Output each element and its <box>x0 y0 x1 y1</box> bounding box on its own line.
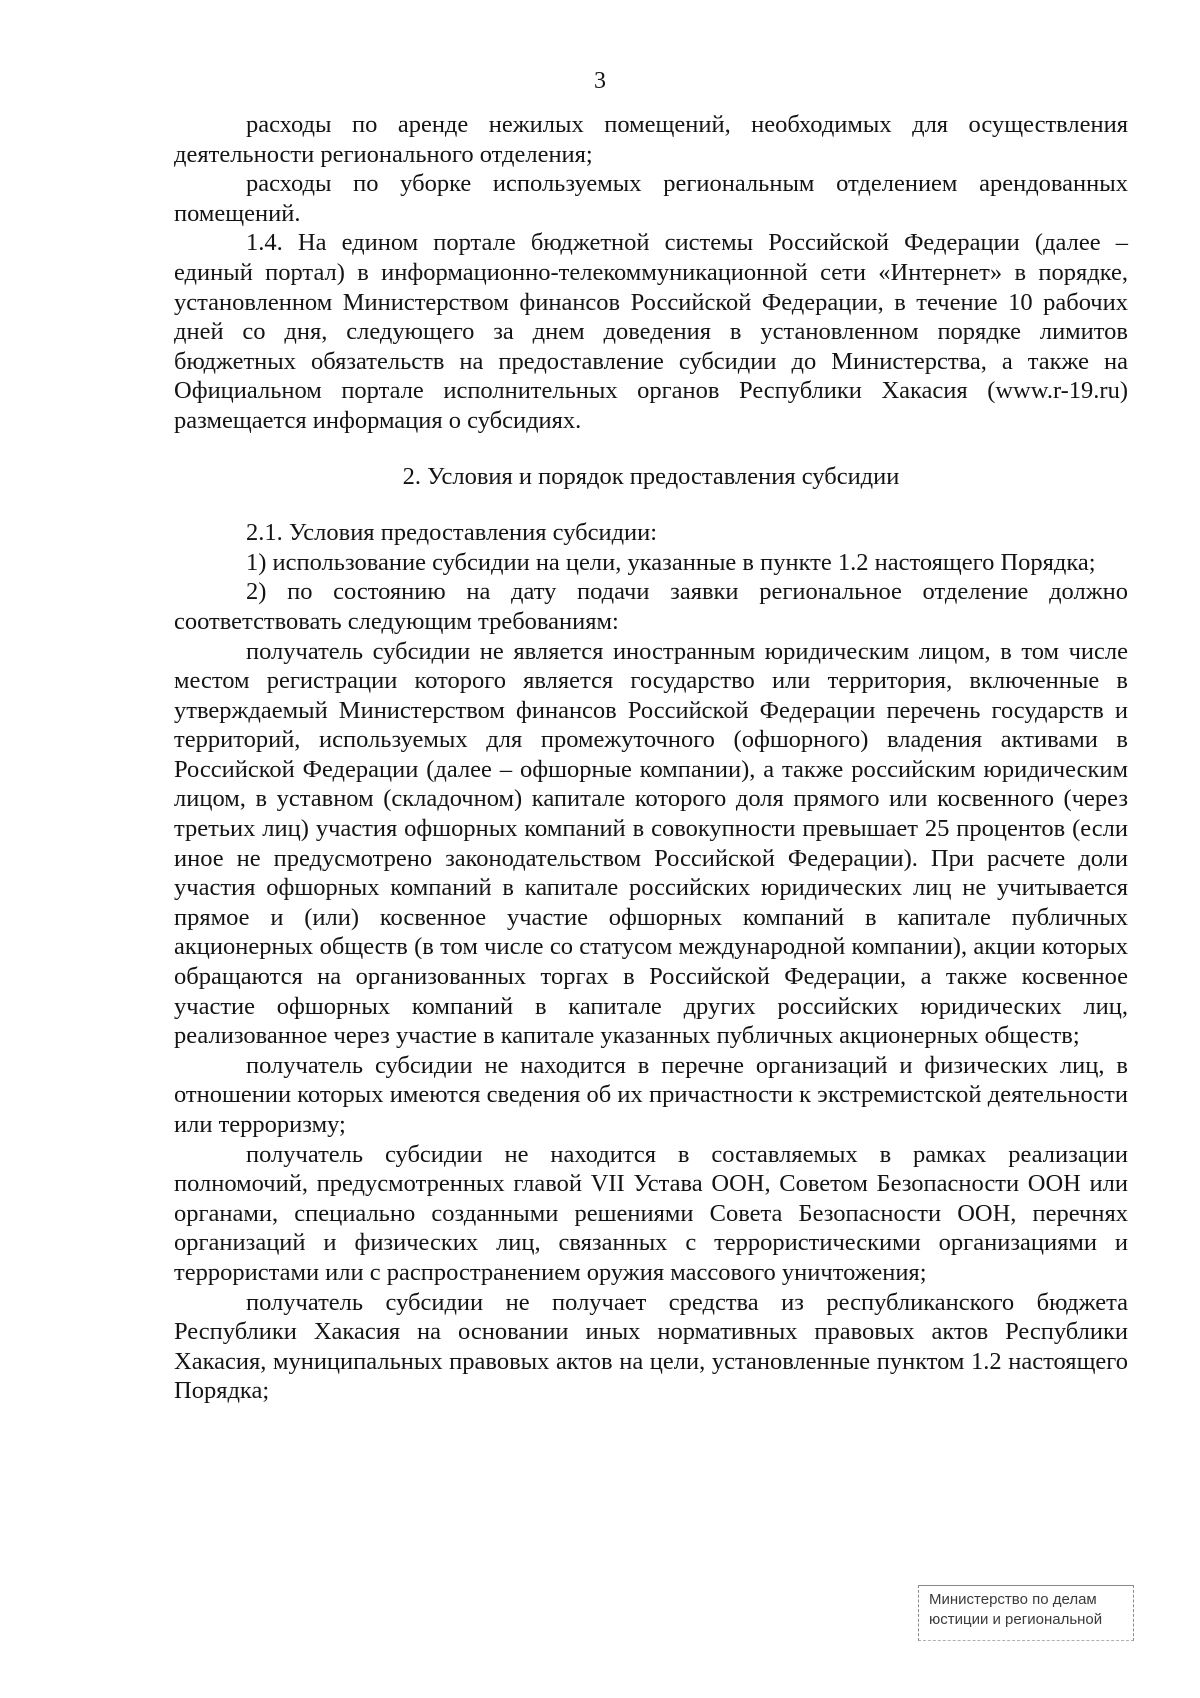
section-heading: 2. Условия и порядок предоставления субсидии <box>402 462 900 490</box>
paragraph: получатель субсидии не находится в перечне организаций и физических лиц, в отношении которых имеются сведения об их причастности к экстремистской деятельности или терроризму; <box>174 1051 1128 1138</box>
paragraph: получатель субсидии не получает средства из республиканского бюджета Республики Хакасия на основании иных нормативных правовых актов Республики Хакасия, муниципальных правовых актов на цели, установленные пунктом 1.2 настоящего Порядка; <box>174 1288 1128 1405</box>
stamp-line: Министерство по делам <box>929 1591 1097 1608</box>
page-number: 3 <box>594 68 606 94</box>
paragraph: 2.1. Условия предоставления субсидии: <box>246 519 658 547</box>
document-body <box>174 110 1128 1406</box>
paragraph: расходы по аренде нежилых помещений, необходимых для осуществления деятельности регионального отделения; <box>174 111 1128 168</box>
paragraph: 1) использование субсидии на цели, указанные в пункте 1.2 настоящего Порядка; <box>246 548 1096 576</box>
registration-stamp <box>918 1585 1134 1641</box>
paragraph: 2) по состоянию на дату подачи заявки региональное отделение должно соответствовать следующим требованиям: <box>174 578 1128 635</box>
paragraph: 1.4. На едином портале бюджетной системы Российской Федерации (далее – единый портал) в информационно-телекоммуникационной сети «Интернет» в порядке, установленном Министерством финансов Российской Федерации, в течение 10 рабочих дней со дня, следующего за днем доведения в установленном порядке лимитов бюджетных обязательств на предоставление субсидии до Министерства, а также на Официальном портале исполнительных органов Республики Хакасия (www.r-19.ru) размещается информация о субсидиях. <box>174 229 1128 434</box>
paragraph: получатель субсидии не является иностранным юридическим лицом, в том числе местом регистрации которого является государство или территория, включенные в утверждаемый Министерством финансов Российской Федерации перечень государств и территорий, используемых для промежуточного (офшорного) владения активами в Российской Федерации (далее – офшорные компании), а также российским юридическим лицом, в уставном (складочном) капитале которого доля прямого или косвенного (через третьих лиц) участия офшорных компаний в совокупности превышает 25 процентов (если иное не предусмотрено законодательством Российской Федерации). При расчете доли участия офшорных компаний в капитале российских юридических лиц не учитывается прямое и (или) косвенное участие офшорных компаний в капитале публичных акционерных обществ (в том числе со статусом международной компании), акции которых обращаются на организованных торгах в Российской Федерации, а также косвенное участие офшорных компаний в капитале других российских юридических лиц, реализованное через участие в капитале указанных публичных акционерных обществ; <box>174 637 1128 1050</box>
paragraph: получатель субсидии не находится в составляемых в рамках реализации полномочий, предусмотренных главой VII Устава ООН, Советом Безопасности ООН или органами, специально созданными решениями Совета Безопасности ООН, перечнях организаций и физических лиц, связанных с террористическими организациями и террористами или с распространением оружия массового уничтожения; <box>174 1140 1128 1286</box>
paragraph: расходы по уборке используемых региональным отделением арендованных помещений. <box>174 170 1128 227</box>
stamp-line: юстиции и региональной <box>929 1611 1103 1628</box>
